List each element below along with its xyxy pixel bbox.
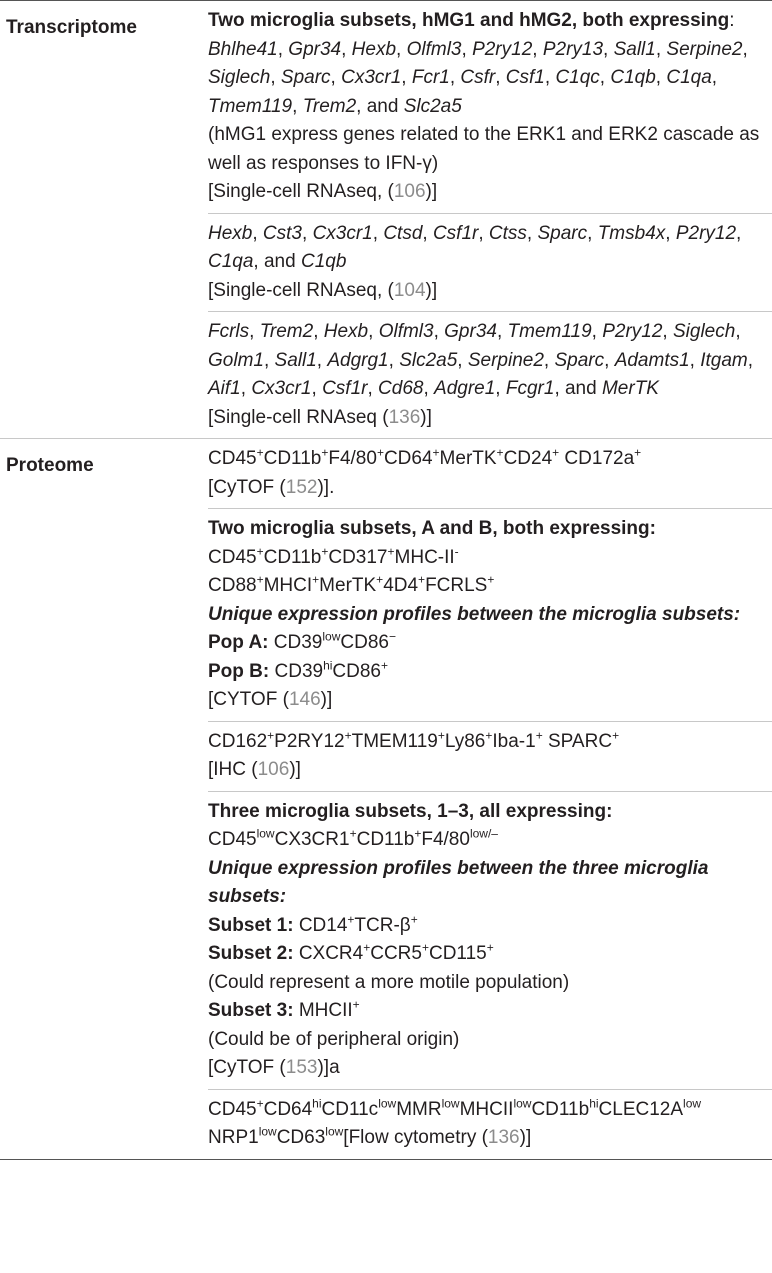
marker-profile: $CD45^{low}CX3CR1^+CD11b^+F4/80^{low/-}$ xyxy=(208,826,498,850)
citation: [CyTOF (153)]a xyxy=(208,1057,340,1078)
gene-name: C1qc xyxy=(555,67,600,88)
proteome-entry-4 xyxy=(208,791,772,1089)
gene-name: P2ry12 xyxy=(675,222,737,244)
gene-name: Hexb xyxy=(351,38,397,60)
gene-name: Csfr xyxy=(460,67,496,88)
gene-name: Tmem119 xyxy=(208,95,293,117)
gene-name: C1qb xyxy=(610,67,656,88)
gene-name: Gpr34 xyxy=(288,38,342,60)
population-label: Pop A: xyxy=(208,632,269,653)
gene-name: Siglech xyxy=(208,67,271,88)
entry-note: (Could represent a more motile population) xyxy=(208,971,570,993)
gene-name: Csf1r xyxy=(322,378,368,399)
reference-link[interactable]: 106 xyxy=(393,181,426,202)
gene-list: Bhlhe41, Gpr34, Hexb, Olfml3, P2ry12, P2ry13, Sall1, Serpine2, Siglech, Sparc, Cx3cr1, Fcr1, Csfr, Csf1, C1qc, C1qb, C1qa, Tmem119, Trem2 xyxy=(208,38,748,117)
gene-name: Olfml3 xyxy=(378,321,434,342)
gene-name: Csf1 xyxy=(505,67,545,88)
entry-heading: Two microglia subsets, hMG1 and hMG2, both expressing xyxy=(208,10,730,31)
gene-name: Cx3cr1 xyxy=(251,378,312,399)
gene-name: Serpine2 xyxy=(666,38,743,60)
entry-note: (hMG1 express genes related to the ERK1 and ERK2 cascade as well as responses to IFN-γ) xyxy=(208,124,760,174)
reference-link[interactable]: 153 xyxy=(285,1057,318,1078)
row-label: Transcriptome xyxy=(6,17,137,38)
gene-name: Fcr1 xyxy=(411,67,450,88)
gene-name: Bhlhe41 xyxy=(208,38,278,60)
gene-name: Csf1r xyxy=(432,222,479,244)
marker-profile: CD45+CD11b+F4/80+CD64+MerTK+CD24+ CD172a+ xyxy=(208,445,642,469)
row-entries xyxy=(208,439,772,1159)
gene-name: Adgre1 xyxy=(434,378,496,399)
gene-name: P2ry13 xyxy=(542,38,604,60)
gene-name: Sparc xyxy=(537,222,588,244)
reference-link[interactable]: 146 xyxy=(288,689,321,710)
entry-subheading: Unique expression profiles between the microglia subsets: xyxy=(208,603,741,625)
gene-name: Adamts1 xyxy=(614,349,690,371)
gene-name: MerTK xyxy=(601,378,659,399)
proteome-entry-2 xyxy=(208,508,772,721)
gene-name: Ctsd xyxy=(383,222,423,244)
gene-name: Cst3 xyxy=(262,222,302,244)
transcriptome-entry-2: Hexb, Cst3, Cx3cr1, Ctsd, Csf1r, Ctss, Sparc, Tmsb4x, P2ry12, C1qa, and C1qb [Single-cell RNAseq, (104)] xyxy=(208,213,772,312)
subset-label: Subset 3: xyxy=(208,1000,294,1021)
gene-list: Fcrls, Trem2, Hexb, Olfml3, Gpr34, Tmem119, P2ry12, Siglech, Golm1, Sall1, Adgrg1, Slc2a5, Serpine2, Sparc, Adamts1, Itgam, Aif1, Cx3cr1, Csf1r, Cd68, Adgre1, Fcgr1 xyxy=(208,321,754,399)
gene-name: Sparc xyxy=(280,67,331,88)
marker-profile: CD162+P2RY12+TMEM119+Ly86+Iba-1+ SPARC+ xyxy=(208,728,620,752)
gene-name: Hexb xyxy=(208,222,253,244)
gene-name: C1qa xyxy=(208,251,254,272)
transcriptome-entry-1: Two microglia subsets, hMG1 and hMG2, both expressing: Bhlhe41, Gpr34, Hexb, Olfml3, P2ry12, P2ry13, Sall1, Serpine2, Siglech, Sparc, Cx3cr1, Fcr1, Csfr, Csf1, C1qc, C1qb, C1qa, Tmem119, Trem2, and Slc2a5 (hMG1 express genes related to the ERK1 and ERK2 cascade as well as responses to IFN-γ) [Single-cell RNAseq, (106)] xyxy=(208,1,772,213)
proteome-entry-1 xyxy=(208,439,772,508)
population-label: Pop B: xyxy=(208,660,270,682)
gene-name: Trem2 xyxy=(259,321,314,342)
gene-name: Sall1 xyxy=(274,349,317,371)
gene-name: Slc2a5 xyxy=(403,95,462,117)
gene-name: C1qb xyxy=(300,251,347,272)
gene-name: Serpine2 xyxy=(467,349,544,371)
gene-name: Olfml3 xyxy=(406,38,462,60)
marker-profile: CXCR4+CCR5+CD115+ xyxy=(298,940,494,964)
table-row-proteome xyxy=(0,439,772,1159)
reference-link[interactable]: 136 xyxy=(388,406,421,428)
gene-name: Fcrls xyxy=(208,321,250,342)
gene-name: P2ry12 xyxy=(472,38,533,60)
citation: [CyTOF (152)]. xyxy=(208,476,335,498)
reference-link[interactable]: 136 xyxy=(487,1127,520,1148)
marker-profile: $CD45^+CD64^{hi}CD11c^{low}MMR^{low}MHCII^{low}CD11b^{hi}CLEC12A^{low}$ $NRP1^{low}CD63^{low}$ xyxy=(208,1096,702,1148)
gene-name: Sall1 xyxy=(613,38,656,60)
gene-name: Cx3cr1 xyxy=(341,67,402,88)
gene-list: Hexb, Cst3, Cx3cr1, Ctsd, Csf1r, Ctss, Sparc, Tmsb4x, P2ry12, C1qa xyxy=(208,222,742,272)
marker-profile: CD88+MHCI+MerTK+4D4+FCRLS+ xyxy=(208,572,495,596)
proteome-entry-3 xyxy=(208,721,772,791)
row-entries xyxy=(208,1,772,438)
citation: [Single-cell RNAseq, (104)] xyxy=(208,279,438,301)
table-row-transcriptome xyxy=(0,1,772,439)
gene-name: Slc2a5 xyxy=(399,349,458,371)
gene-name: Itgam xyxy=(700,349,748,371)
entry-subheading: Unique expression profiles between the three microglia subsets: xyxy=(208,857,709,907)
gene-name: Aif1 xyxy=(208,378,241,399)
gene-name: Fcgr1 xyxy=(505,378,555,399)
row-label: Proteome xyxy=(6,455,94,476)
gene-name: Gpr34 xyxy=(444,321,497,342)
gene-name: C1qa xyxy=(666,67,712,88)
gene-name: Tmsb4x xyxy=(597,222,666,244)
marker-profile: CD14+TCR-β+ xyxy=(298,912,418,936)
marker-profile: $CD39^{hi}CD86^+$ xyxy=(274,658,389,682)
marker-profile: $CD39^{low}CD86^-$ xyxy=(273,629,396,653)
reference-link[interactable]: 152 xyxy=(285,476,318,498)
gene-name: Cd68 xyxy=(378,378,424,399)
citation: [CYTOF (146)] xyxy=(208,689,333,710)
citation: [IHC (106)] xyxy=(208,759,301,780)
reference-link[interactable]: 104 xyxy=(393,279,426,301)
citation: [Flow cytometry (136)] xyxy=(343,1127,532,1148)
gene-name: Golm1 xyxy=(208,349,264,371)
marker-profile: CD45+CD11b+CD317+MHC-II- xyxy=(208,544,459,568)
gene-name: P2ry12 xyxy=(602,321,663,342)
marker-profile: MHCII+ xyxy=(298,997,360,1021)
gene-name: Hexb xyxy=(323,321,369,342)
subset-label: Subset 2: xyxy=(208,943,294,964)
citation: [Single-cell RNAseq, (106)] xyxy=(208,181,438,202)
gene-name: Ctss xyxy=(488,222,527,244)
gene-name: Tmem119 xyxy=(507,321,592,342)
gene-name: Siglech xyxy=(672,321,736,342)
entry-heading: Three microglia subsets, 1–3, all expressing: xyxy=(208,800,613,822)
gene-name: Cx3cr1 xyxy=(312,222,373,244)
entry-heading: Two microglia subsets, A and B, both expressing: xyxy=(208,518,656,539)
citation: [Single-cell RNAseq (136)] xyxy=(208,406,432,428)
subset-label: Subset 1: xyxy=(208,914,294,936)
gene-name: Sparc xyxy=(554,349,605,371)
transcriptome-entry-3: Fcrls, Trem2, Hexb, Olfml3, Gpr34, Tmem119, P2ry12, Siglech, Golm1, Sall1, Adgrg1, Slc2a5, Serpine2, Sparc, Adamts1, Itgam, Aif1, Cx3cr1, Csf1r, Cd68, Adgre1, Fcgr1, and MerTK [Single-cell RNAseq (136)] xyxy=(208,311,772,438)
gene-name: Adgrg1 xyxy=(327,349,389,371)
reference-link[interactable]: 106 xyxy=(257,759,290,780)
gene-name: Trem2 xyxy=(302,95,357,117)
proteome-entry-5 xyxy=(208,1089,772,1159)
entry-note: (Could be of peripheral origin) xyxy=(208,1028,460,1050)
